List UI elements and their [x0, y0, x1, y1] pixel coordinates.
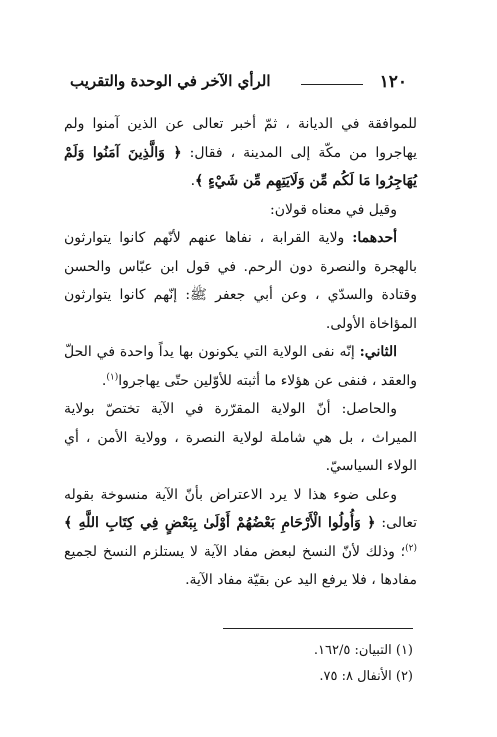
- paragraph-6-text: وعلى ضوء هذا لا يرد الاعتراض بأنّ الآية منسوخة بقوله تعالى:: [64, 486, 417, 531]
- paragraph-6: [64, 481, 417, 595]
- footnote-rule: [223, 628, 413, 629]
- paragraph-3-text: ولاية القرابة ، نفاها عنهم لأنّهم كانوا يتوارثون بالهجرة والنصرة دون الرحم. في قول ابن عبّاس والحسن وقتادة والسدّي ، وعن أبي جعفر ﷺ: إنّهم كانوا يتوارثون المؤاخاة الأولى.: [64, 230, 417, 332]
- paragraph-2: وقيل في معناه قولان:: [270, 201, 397, 218]
- footnotes: [64, 638, 413, 690]
- body-text: [64, 110, 417, 595]
- paragraph-1-text: للموافقة في الديانة ، ثمّ أخبر تعالى عن الذين آمنوا ولم يهاجروا من مكّة إلى المدينة ، فقال:: [64, 116, 417, 161]
- paragraph-6-end: ؛ وذلك لأنّ النسخ لبعض مفاد الآية لا يستلزم النسخ لجميع مفادها ، فلا يرفع اليد عن بقيّة مفاد الآية.: [64, 543, 417, 588]
- paragraph-3: [64, 224, 417, 338]
- footnote-2: (٢) الأنفال ٨: ٧٥.: [319, 669, 413, 684]
- footnote-1: (١) التبيان: ١٦٢/٥.: [313, 643, 413, 658]
- paragraph-1-end: .: [190, 173, 196, 189]
- quran-verse-2: ﴿ وَأُولُوا الْأَرْحَامِ بَعْضُهُمْ أَوْلَىٰ بِبَعْضٍ فِي كِتَابِ اللَّهِ ﴾: [64, 515, 376, 531]
- paragraph-4-end: .: [101, 372, 107, 389]
- paragraph-5: والحاصل: أنّ الولاية المقرّرة في الآية تختصّ بولاية الميراث ، بل هي شاملة لولاية النصرة ، وولاية الأمن ، أي الولاء السياسيّ.: [64, 401, 417, 474]
- page-header: [70, 70, 407, 100]
- quran-verse-1: ﴿ وَالَّذِينَ آمَنُوا وَلَمْ يُهَاجِرُوا مَا لَكُم مِّن وَلَايَتِهِم مِّن شَيْءٍ ﴾: [64, 144, 417, 189]
- paragraph-1: [64, 110, 417, 196]
- paragraph-4-text: إنّه نفى الولاية التي يكونون بها يداً واحدة في الحلّ والعقد ، فنفى عن هؤلاء ما أثبته للأوّلين حتّى يهاجروا: [64, 344, 417, 389]
- footnote-ref-2: (٢): [405, 542, 417, 553]
- paragraph-4: [64, 338, 417, 395]
- page-number: ١٢٠: [379, 72, 407, 92]
- header-rule: [301, 84, 363, 85]
- footnote-ref-1: (١): [106, 371, 119, 382]
- running-title: الرأي الآخر في الوحدة والتقريب: [70, 72, 271, 90]
- paragraph-3-lead: أحدهما:: [352, 230, 397, 246]
- paragraph-4-lead: الثاني:: [359, 344, 397, 360]
